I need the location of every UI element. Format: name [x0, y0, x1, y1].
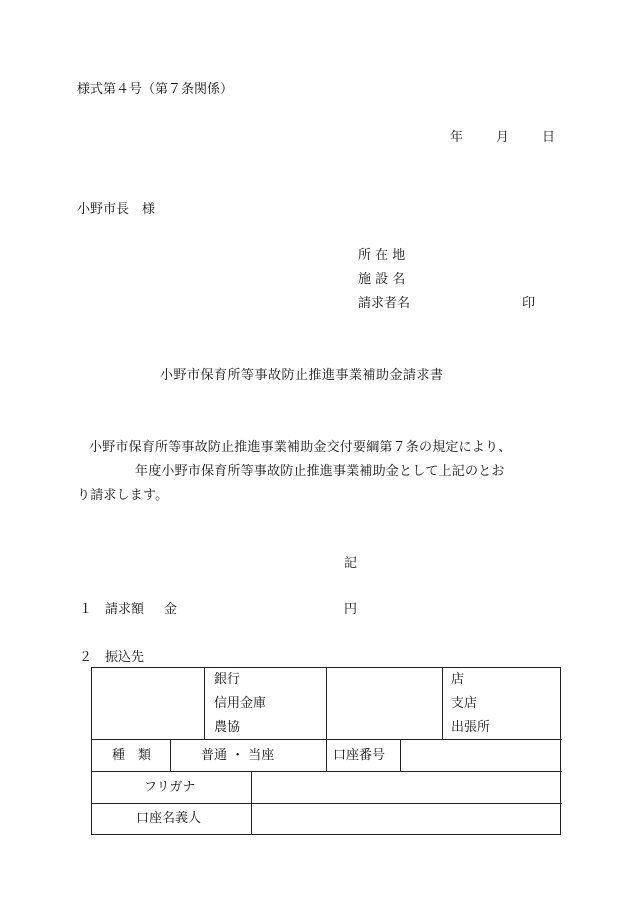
bank-type-shinkin: 信用金庫: [214, 696, 267, 711]
document-title: 小野市保育所等事故防止推進事業補助金請求書: [160, 368, 444, 383]
furigana-label-cell: [92, 772, 252, 804]
account-number-label-cell: [327, 740, 401, 772]
branch-type-cell: [443, 668, 562, 740]
account-number-field[interactable]: [401, 740, 562, 772]
account-type-value-cell: [171, 740, 327, 772]
claimant-name-label: 請求者名: [358, 296, 411, 311]
branch-type-shiten: 支店: [451, 696, 478, 711]
account-type-value: 普通 ・ 当座: [201, 748, 275, 763]
bank-type-cell: [205, 668, 327, 740]
account-holder-label: 口座名義人: [136, 811, 202, 826]
body-line-2: 年度小野市保育所等事故防止推進事業補助金として上記のとお: [135, 464, 505, 479]
account-holder-field[interactable]: [252, 804, 562, 834]
account-type-label: 種 類: [112, 748, 152, 763]
item-2-label: 振込先: [105, 650, 145, 665]
account-number-label: 口座番号: [333, 748, 386, 763]
furigana-field[interactable]: [252, 772, 562, 804]
ki-heading: 記: [344, 556, 358, 571]
item-2-number: ２: [79, 650, 93, 665]
body-paragraph: [77, 436, 562, 508]
item-1-yen: 円: [344, 602, 358, 617]
date-day: 日: [542, 130, 556, 145]
branch-name-blank-cell: [327, 668, 443, 740]
body-line-3: り請求します。: [77, 488, 169, 503]
item-1-kin: 金: [164, 602, 178, 617]
item-1-number: １: [79, 602, 93, 617]
date-line: [450, 130, 555, 146]
date-month: 月: [496, 130, 510, 145]
bank-name-blank-cell: [92, 668, 205, 740]
form-number: 様式第４号（第７条関係）: [77, 82, 234, 97]
holder-label-cell: [92, 804, 252, 834]
bank-type-nokyo: 農協: [214, 720, 241, 735]
item-1-label: 請求額: [105, 602, 145, 617]
recipient: 小野市長 様: [77, 202, 156, 217]
branch-type-ten: 店: [451, 672, 465, 687]
bank-type-ginko: 銀行: [214, 672, 241, 687]
bank-account-table: [91, 667, 561, 835]
body-line-1: 小野市保育所等事故防止推進事業補助金交付要綱第７条の規定により、: [89, 440, 512, 455]
seal-mark: 印: [522, 296, 536, 311]
furigana-label: フリガナ: [144, 780, 196, 795]
date-year: 年: [450, 130, 464, 145]
facility-name-label: 施 設 名: [358, 272, 406, 287]
branch-type-shutchojo: 出張所: [451, 720, 491, 735]
address-label: 所 在 地: [358, 248, 406, 263]
account-type-label-cell: [92, 740, 171, 772]
